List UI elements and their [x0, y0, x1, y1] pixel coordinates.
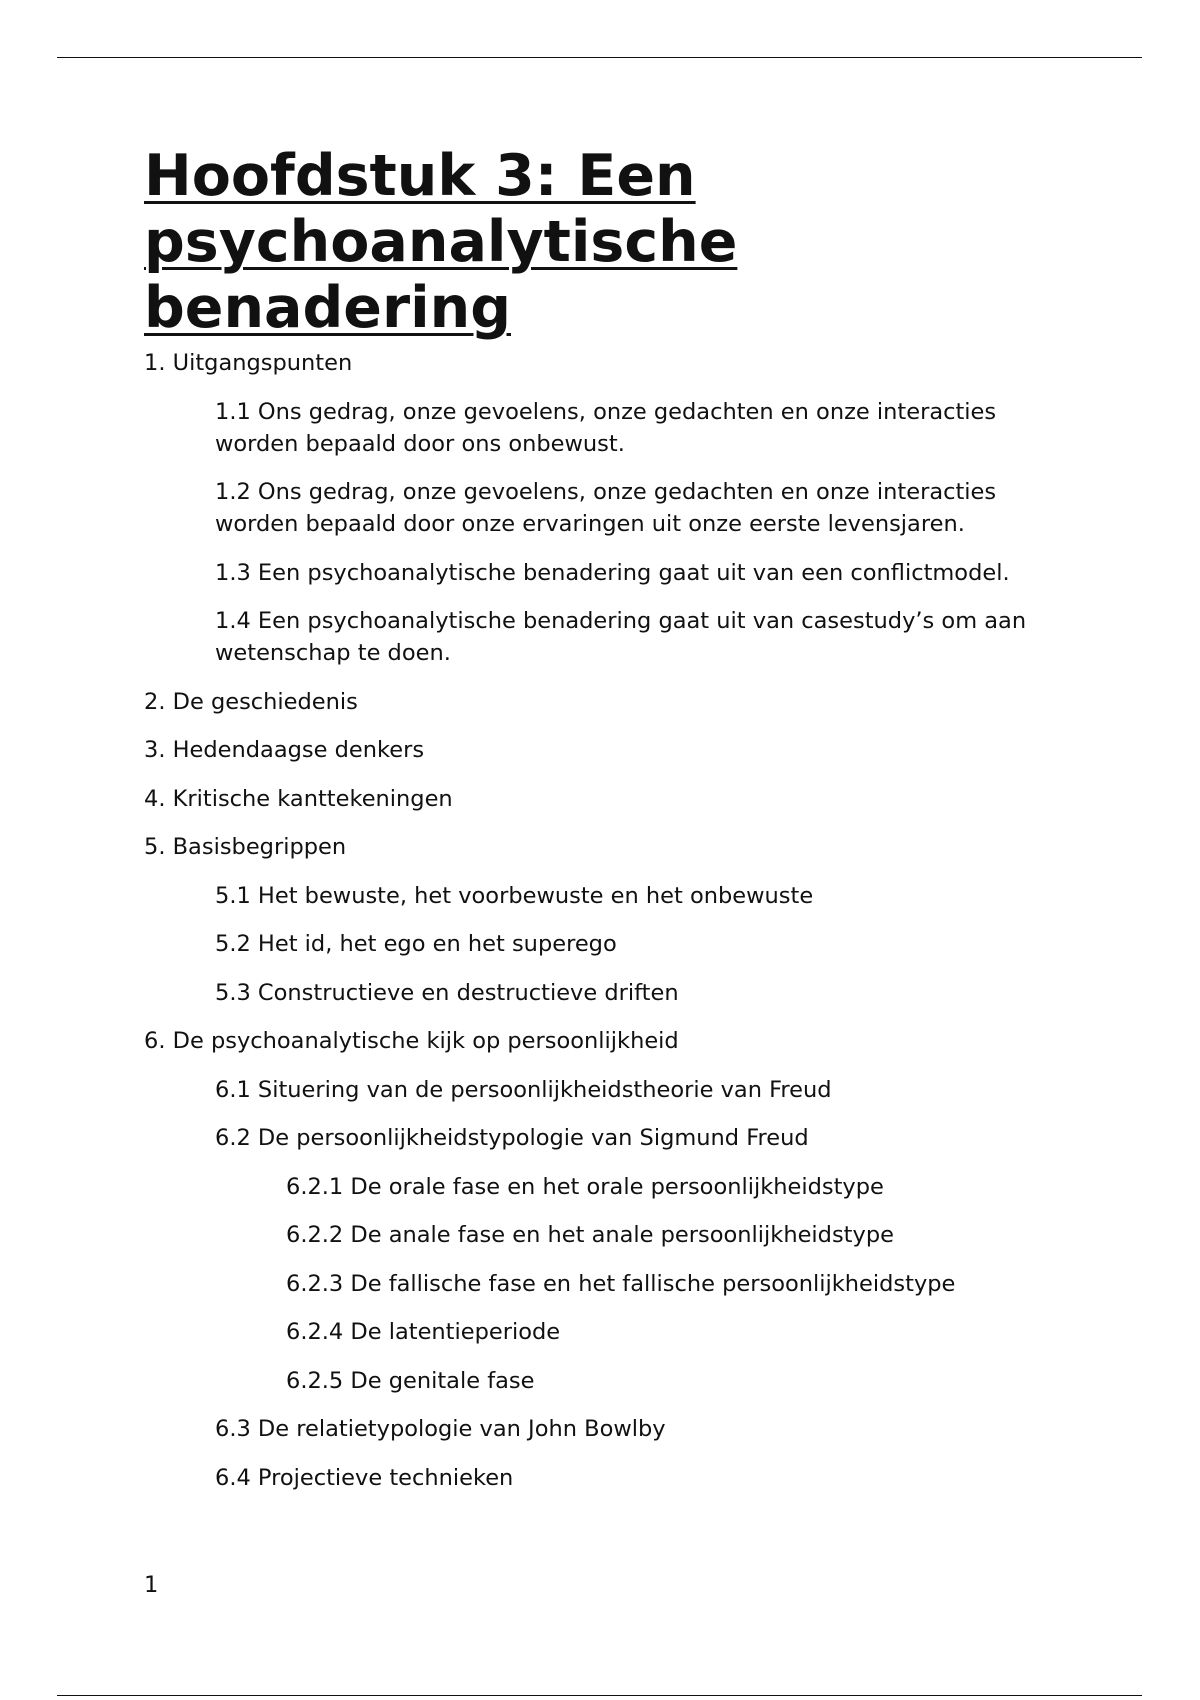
outline-item-6-4: 6.4 Projectieve technieken — [215, 1464, 514, 1491]
outline-item-6-2-1: 6.2.1 De orale fase en het orale persoonlijkheidstype — [286, 1173, 884, 1200]
outline-item-5-2: 5.2 Het id, het ego en het superego — [215, 931, 617, 957]
outline-item-1-4: 1.4 Een psychoanalytische benadering gaat uit van casestudy’s om aan wetenschap te doen. — [215, 608, 1027, 666]
outline-item-5-1: 5.1 Het bewuste, het voorbewuste en het onbewuste — [215, 882, 814, 909]
outline-item-4: 4. Kritische kanttekeningen — [144, 785, 453, 812]
outline-item-6-1: 6.1 Situering van de persoonlijkheidstheorie van Freud — [215, 1076, 832, 1103]
outline-item-1-2: 1.2 Ons gedrag, onze gevoelens, onze gedachten en onze interacties worden bepaald door onze ervaringen uit onze eerste levensjaren. — [215, 479, 997, 537]
outline-item-6-2-2: 6.2.2 De anale fase en het anale persoonlijkheidstype — [286, 1222, 894, 1248]
page-number: 1 — [144, 1572, 159, 1598]
document-body — [144, 143, 1084, 1510]
outline-item-6-2-3: 6.2.3 De fallische fase en het fallische persoonlijkheidstype — [286, 1270, 956, 1297]
outline-item-1: 1. Uitgangspunten — [144, 350, 353, 376]
outline-item-6-2: 6.2 De persoonlijkheidstypologie van Sigmund Freud — [215, 1125, 809, 1151]
outline-item-6: 6. De psychoanalytische kijk op persoonlijkheid — [144, 1028, 679, 1054]
outline-item-6-2-5: 6.2.5 De genitale fase — [286, 1367, 535, 1394]
outline-item-2: 2. De geschiedenis — [144, 688, 358, 715]
outline-item-1-3: 1.3 Een psychoanalytische benadering gaat uit van een conflictmodel. — [215, 559, 1010, 586]
outline-item-3: 3. Hedendaagse denkers — [144, 737, 425, 763]
chapter-title: Hoofdstuk 3: Een psychoanalytische benadering — [144, 143, 738, 341]
top-rule — [57, 57, 1142, 58]
outline-item-5: 5. Basisbegrippen — [144, 834, 347, 860]
outline-item-6-2-4: 6.2.4 De latentieperiode — [286, 1319, 561, 1345]
outline-item-1-1: 1.1 Ons gedrag, onze gevoelens, onze gedachten en onze interacties worden bepaald door ons onbewust. — [215, 398, 997, 457]
outline-item-5-3: 5.3 Constructieve en destructieve driften — [215, 979, 679, 1006]
chapter-outline — [144, 347, 1084, 1494]
outline-item-6-3: 6.3 De relatietypologie van John Bowlby — [215, 1416, 666, 1442]
bottom-rule — [57, 1695, 1142, 1696]
